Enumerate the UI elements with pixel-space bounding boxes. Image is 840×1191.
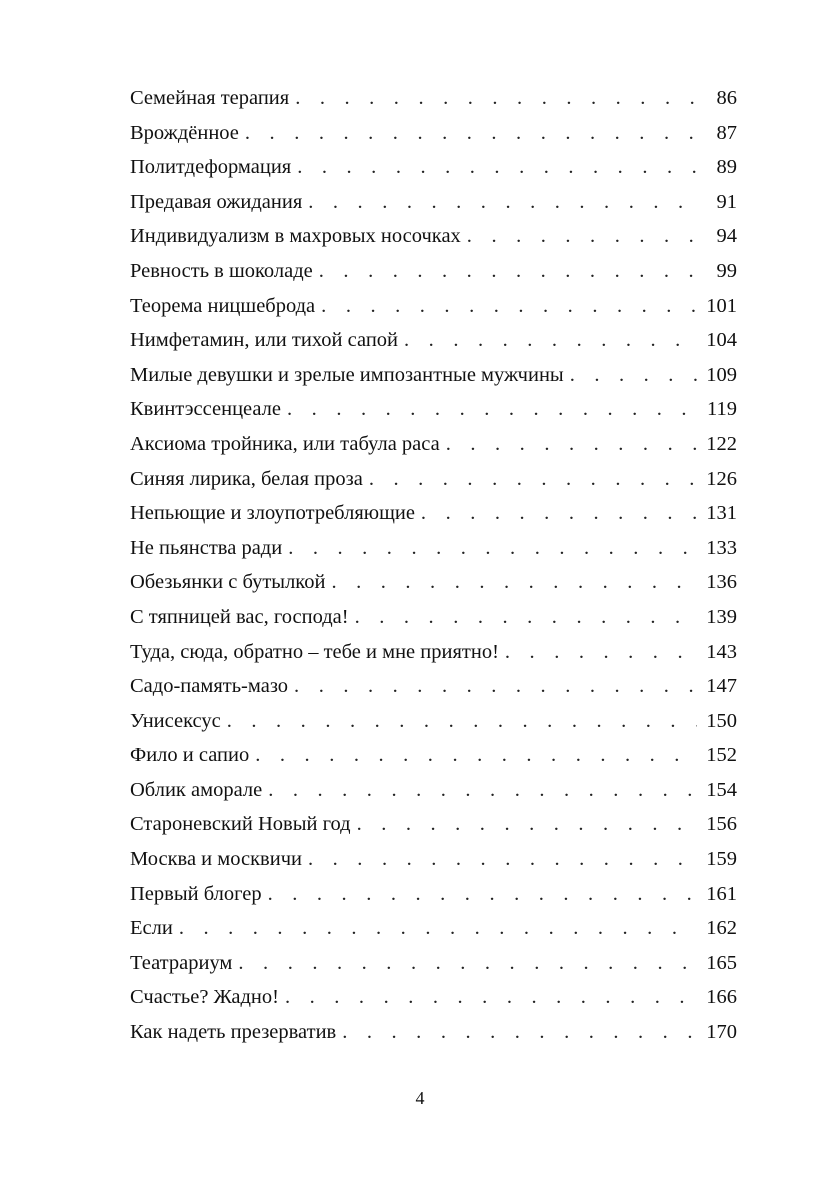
dot-leader <box>505 635 697 670</box>
toc-entry-title: Семейная терапия <box>130 87 290 109</box>
toc-entry-page: 86 <box>716 87 737 109</box>
toc-entry[interactable] <box>130 807 737 842</box>
toc-entry-page: 162 <box>706 917 737 940</box>
toc-entry[interactable] <box>130 704 737 739</box>
dot-leader <box>308 185 697 220</box>
toc-entry-title: Нимфетамин, или тихой сапой <box>130 329 399 352</box>
dot-leader <box>288 531 697 566</box>
toc-entry[interactable] <box>130 842 737 877</box>
toc-entry-title: Садо-память-мазо <box>130 675 289 698</box>
toc-entry-title: Аксиома тройника, или табула раса <box>130 432 440 455</box>
dot-leader <box>319 254 697 289</box>
toc-entry-title: Москва и москвичи <box>130 848 302 871</box>
toc-entry-page: 133 <box>706 536 737 559</box>
dot-leader <box>308 842 697 877</box>
toc-entry-title: Счастье? Жадно! <box>130 986 279 1009</box>
toc-entry-page: 99 <box>716 259 737 282</box>
toc-entry-page: 104 <box>706 329 737 352</box>
page-number: 4 <box>415 1088 425 1108</box>
dot-leader <box>245 116 697 151</box>
dot-leader <box>570 358 697 393</box>
toc-entry-page: 136 <box>706 571 737 594</box>
toc-entry-title: Первый блогер <box>130 882 262 905</box>
toc-entry[interactable] <box>130 462 737 497</box>
toc-entry-title: Театрариум <box>130 951 233 974</box>
toc-entry[interactable] <box>130 254 737 289</box>
toc-entry-page: 87 <box>716 121 737 144</box>
toc-entry[interactable] <box>130 496 737 531</box>
toc-entry-page: 152 <box>706 744 737 767</box>
toc-entry-page: 154 <box>706 778 737 801</box>
toc-entry-page: 126 <box>706 467 737 490</box>
toc-entry[interactable] <box>130 81 737 116</box>
toc-entry-title: Непьющие и злоупотребляющие <box>130 502 415 525</box>
toc-entry-title: Милые девушки и зрелые импозантные мужчины <box>130 363 564 386</box>
toc-entry[interactable] <box>130 911 737 946</box>
toc-entry[interactable] <box>130 150 737 185</box>
dot-leader <box>297 150 697 185</box>
toc-entry-page: 165 <box>706 951 737 974</box>
toc-entry[interactable] <box>130 738 737 773</box>
toc-entry-page: 170 <box>706 1021 737 1044</box>
toc-entry-page: 94 <box>716 225 737 248</box>
dot-leader <box>369 462 697 497</box>
toc-entry-title: Унисексус <box>130 709 221 732</box>
toc-entry-page: 143 <box>706 640 737 663</box>
toc-entry-page: 161 <box>706 882 737 905</box>
dot-leader <box>285 980 697 1015</box>
toc-entry-title: С тяпницей вас, господа! <box>130 605 349 628</box>
toc-entry-page: 122 <box>706 432 737 455</box>
toc-entry[interactable] <box>130 877 737 912</box>
toc-entry-page: 89 <box>716 156 737 179</box>
toc-entry-page: 156 <box>706 813 737 836</box>
toc-entry-title: Облик аморале <box>130 778 263 801</box>
toc-entry-title: Синяя лирика, белая проза <box>130 467 363 490</box>
dot-leader <box>404 323 697 358</box>
toc-entry-page: 159 <box>706 848 737 871</box>
dot-leader <box>295 81 697 116</box>
toc-entry[interactable] <box>130 946 737 981</box>
dot-leader <box>446 427 697 462</box>
toc-entry-title: Врождённое <box>130 121 239 144</box>
toc-entry-page: 139 <box>706 605 737 628</box>
toc-entry[interactable] <box>130 358 737 393</box>
toc-entry-page: 166 <box>706 986 737 1009</box>
toc-entry-page: 147 <box>706 675 737 698</box>
toc-entry-title: Индивидуализм в махровых носочках <box>130 225 461 248</box>
toc-entry-title: Квинтэссенцеале <box>130 398 282 421</box>
toc-entry-page: 150 <box>706 709 737 732</box>
toc-entry[interactable] <box>130 116 737 151</box>
dot-leader <box>255 738 697 773</box>
dot-leader <box>355 600 697 635</box>
dot-leader <box>268 877 697 912</box>
toc-entry-page: 101 <box>706 294 737 317</box>
dot-leader <box>357 807 697 842</box>
toc-entry-title: Туда, сюда, обратно – тебе и мне приятно! <box>130 640 499 663</box>
toc-entry[interactable] <box>130 669 737 704</box>
toc-entry-page: 91 <box>716 190 737 213</box>
toc-entry[interactable] <box>130 392 737 427</box>
toc-entry[interactable] <box>130 219 737 254</box>
toc-entry-title: Если <box>130 917 173 940</box>
toc-entry-page: 131 <box>706 502 737 525</box>
dot-leader <box>467 219 697 254</box>
toc-entry-title: Не пьянства ради <box>130 536 283 559</box>
dot-leader <box>238 946 697 981</box>
toc-entry[interactable] <box>130 565 737 600</box>
toc-entry-title: Теорема ницшеброда <box>130 294 316 317</box>
toc-entry[interactable] <box>130 773 737 808</box>
dot-leader <box>287 392 697 427</box>
toc-entry-title: Как надеть презерватив <box>130 1021 337 1044</box>
toc-entry[interactable] <box>130 289 737 324</box>
toc-entry[interactable] <box>130 635 737 670</box>
dot-leader <box>268 773 697 808</box>
toc-entry-title: Обезьянки с бутылкой <box>130 571 326 594</box>
dot-leader <box>421 496 697 531</box>
dot-leader <box>179 911 697 946</box>
dot-leader <box>331 565 697 600</box>
toc-entry-title: Староневский Новый год <box>130 813 351 836</box>
dot-leader <box>227 704 697 739</box>
table-of-contents <box>130 81 737 1050</box>
toc-entry-title: Политдеформация <box>130 156 292 179</box>
toc-entry[interactable] <box>130 185 737 220</box>
toc-entry[interactable] <box>130 1015 737 1050</box>
dot-leader <box>321 289 697 324</box>
dot-leader <box>342 1015 697 1050</box>
toc-entry-page: 119 <box>707 398 737 421</box>
toc-entry-page: 109 <box>706 363 737 386</box>
toc-entry[interactable] <box>130 600 737 635</box>
toc-entry[interactable] <box>130 980 737 1015</box>
toc-entry[interactable] <box>130 531 737 566</box>
toc-entry-title: Ревность в шоколаде <box>130 259 313 282</box>
dot-leader <box>294 669 697 704</box>
toc-entry-title: Фило и сапио <box>130 744 250 767</box>
toc-entry[interactable] <box>130 427 737 462</box>
toc-entry[interactable] <box>130 323 737 358</box>
toc-entry-title: Предавая ожидания <box>130 190 303 213</box>
